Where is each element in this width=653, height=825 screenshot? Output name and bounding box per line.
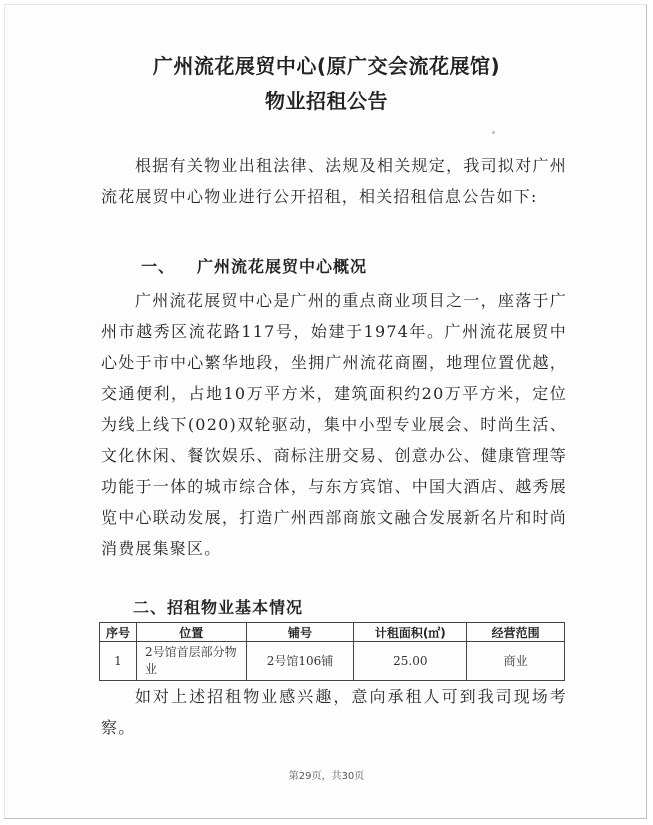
section-1-title: 广州流花展贸中心概况 [197,257,368,276]
table-header-cell: 序号 [100,623,137,642]
table-header-cell: 计租面积(㎡) [354,623,467,642]
section-2-heading: 二、招租物业基本情况 [133,598,304,617]
section-1-number: 一、 [141,257,176,276]
document-title: 广州流花展贸中心(原广交会流花展馆) [152,54,501,78]
table-row [100,642,565,681]
rental-property-table [99,622,565,681]
table-header-cell: 铺号 [246,623,354,642]
table-cell-location: 2号馆首层部分物业 [136,642,246,681]
table-cell-area: 25.00 [354,642,467,681]
scan-artifact [492,131,495,134]
table-cell-index: 1 [100,642,137,681]
table-cell-shop-number: 2号馆106铺 [246,642,354,681]
intro-paragraph: 根据有关物业出租法律、法规及相关规定，我司拟对广州流花展贸中心物业进行公开招租，相关招租信息公告如下: [101,156,567,206]
table-header-cell: 经营范围 [467,623,565,642]
table-header-cell: 位置 [136,623,246,642]
section-1-heading [141,254,367,277]
table-header-row [100,623,565,642]
section-1-body: 广州流花展贸中心是广州的重点商业项目之一，座落于广州市越秀区流花路117号，始建于1974年。广州流花展贸中心处于市中心繁华地段，坐拥广州流花商圈，地理位置优越，交通便利，占地10万平方米，建筑面积约20万平方米，定位为线上线下(020)双轮驱动，集中小型专业展会、时尚生活、文化休闲、餐饮娱乐、商标注册交易、创意办公、健康管理等功能于一体的城市综合体，与东方宾馆、中国大酒店、越秀展览中心联动发展，打造广州西部商旅文融合发展新名片和时尚消费展集聚区。 [101,291,567,558]
document-subtitle: 物业招租公告 [265,89,388,113]
page-number-footer: 第29页，共30页 [288,771,365,782]
table-cell-business-scope: 商业 [467,642,565,681]
closing-paragraph: 如对上述招租物业感兴趣，意向承租人可到我司现场考察。 [101,687,567,737]
document-page [4,4,647,819]
